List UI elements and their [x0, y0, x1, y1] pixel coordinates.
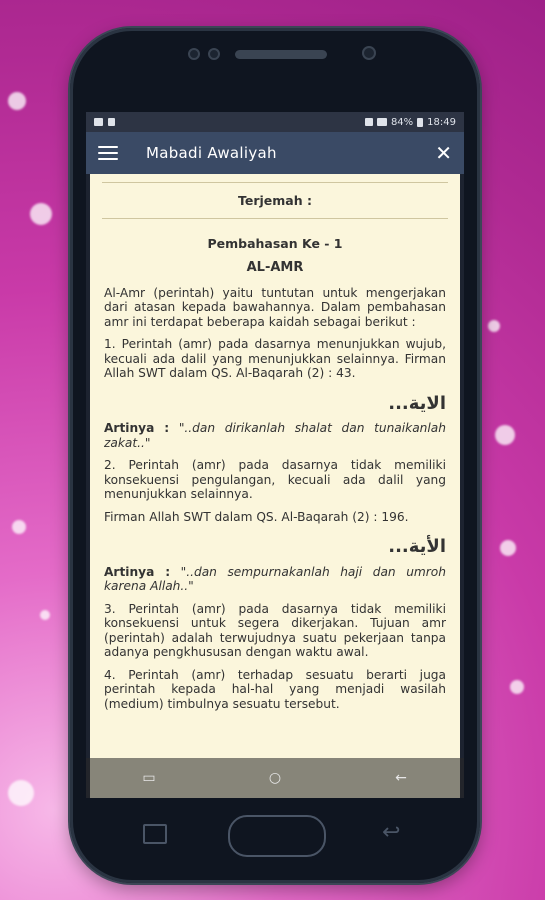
point-2: 2. Perintah (amr) pada dasarnya tidak memiliki konsekuensi pengulangan, kecuali ada dalil yang menunjukkan selainnya.: [104, 458, 446, 501]
arabic-verse-2: الأية...: [388, 536, 446, 557]
background-sparkle: [12, 520, 26, 534]
divider: [102, 218, 448, 219]
background-sparkle: [495, 425, 515, 445]
terjemah-heading: Terjemah :: [238, 193, 312, 208]
front-camera-icon: [188, 48, 200, 60]
menu-icon[interactable]: [98, 146, 118, 160]
content-page[interactable]: [90, 174, 460, 798]
close-icon[interactable]: ✕: [435, 141, 452, 165]
hardware-back-icon[interactable]: ↩: [382, 820, 401, 845]
translation-2: [104, 565, 446, 594]
soft-navigation-bar: [86, 758, 464, 798]
background-sparkle: [8, 780, 34, 806]
translation-text: "..dan sempurnakanlah haji dan umroh karena Allah..": [104, 564, 446, 593]
background-sparkle: [500, 540, 516, 556]
point-4: 4. Perintah (amr) terhadap sesuatu berarti juga perintah kepada hal-hal yang menjadi wasilah (medium) timbulnya sesuatu tersebut.: [104, 667, 446, 711]
artinya-label: Artinya :: [104, 564, 171, 579]
chapter-heading: Pembahasan Ke - 1: [207, 235, 343, 251]
background-sparkle: [510, 680, 524, 694]
point-3: 3. Perintah (amr) pada dasarnya tidak memiliki konsekuensi untuk segera dikerjakan. Tujuan amr (perintah) adalah terwujudnya suatu pekerjaan tanpa adanya pengkhususan dengan waktu awal.: [104, 601, 446, 659]
point-1: 1. Perintah (amr) pada dasarnya menunjukkan wujub, kecuali ada dalil yang menunjukkan selainnya. Firman Allah SWT dalam QS. Al-Baqarah (2) : 43.: [104, 337, 446, 380]
app-bar: [86, 132, 464, 174]
background-sparkle: [40, 610, 50, 620]
signal-icon: [377, 118, 387, 126]
back-icon[interactable]: ←: [395, 770, 407, 786]
phone-frame: [70, 28, 480, 883]
selfie-camera-icon: [362, 46, 376, 60]
firman-reference: Firman Allah SWT dalam QS. Al-Baqarah (2) : 196.: [104, 509, 409, 524]
recent-apps-icon[interactable]: ▭: [142, 770, 156, 786]
battery-level: 84%: [390, 116, 414, 128]
sim-icon: [108, 118, 115, 126]
translation-1: [104, 421, 446, 450]
image-icon: [94, 118, 103, 126]
hardware-home-button[interactable]: [228, 815, 326, 857]
hardware-recent-apps-icon[interactable]: [143, 824, 167, 844]
background-sparkle: [30, 203, 52, 225]
battery-icon: [417, 118, 423, 127]
artinya-label: Artinya :: [104, 421, 170, 435]
background-sparkle: [488, 320, 500, 332]
app-title: Mabadi Awaliyah: [146, 144, 277, 162]
topic-title: AL-AMR: [246, 260, 304, 275]
home-icon[interactable]: ○: [268, 770, 282, 786]
status-bar: [86, 112, 464, 132]
screen: [86, 112, 464, 798]
notification-icon: [365, 118, 373, 126]
arabic-verse-1: الاية...: [388, 392, 446, 414]
clock: 18:49: [427, 116, 456, 128]
background-sparkle: [8, 92, 26, 110]
earpiece: [235, 50, 327, 59]
intro-paragraph: Al-Amr (perintah) yaitu tuntutan untuk mengerjakan dari atasan kepada bawahannya. Dalam pembahasan amr ini terdapat beberapa kaidah sebagai berikut :: [104, 285, 446, 329]
translation-text: "..dan dirikanlah shalat dan tunaikanlah zakat..": [104, 421, 446, 450]
sensor-icon: [208, 48, 220, 60]
